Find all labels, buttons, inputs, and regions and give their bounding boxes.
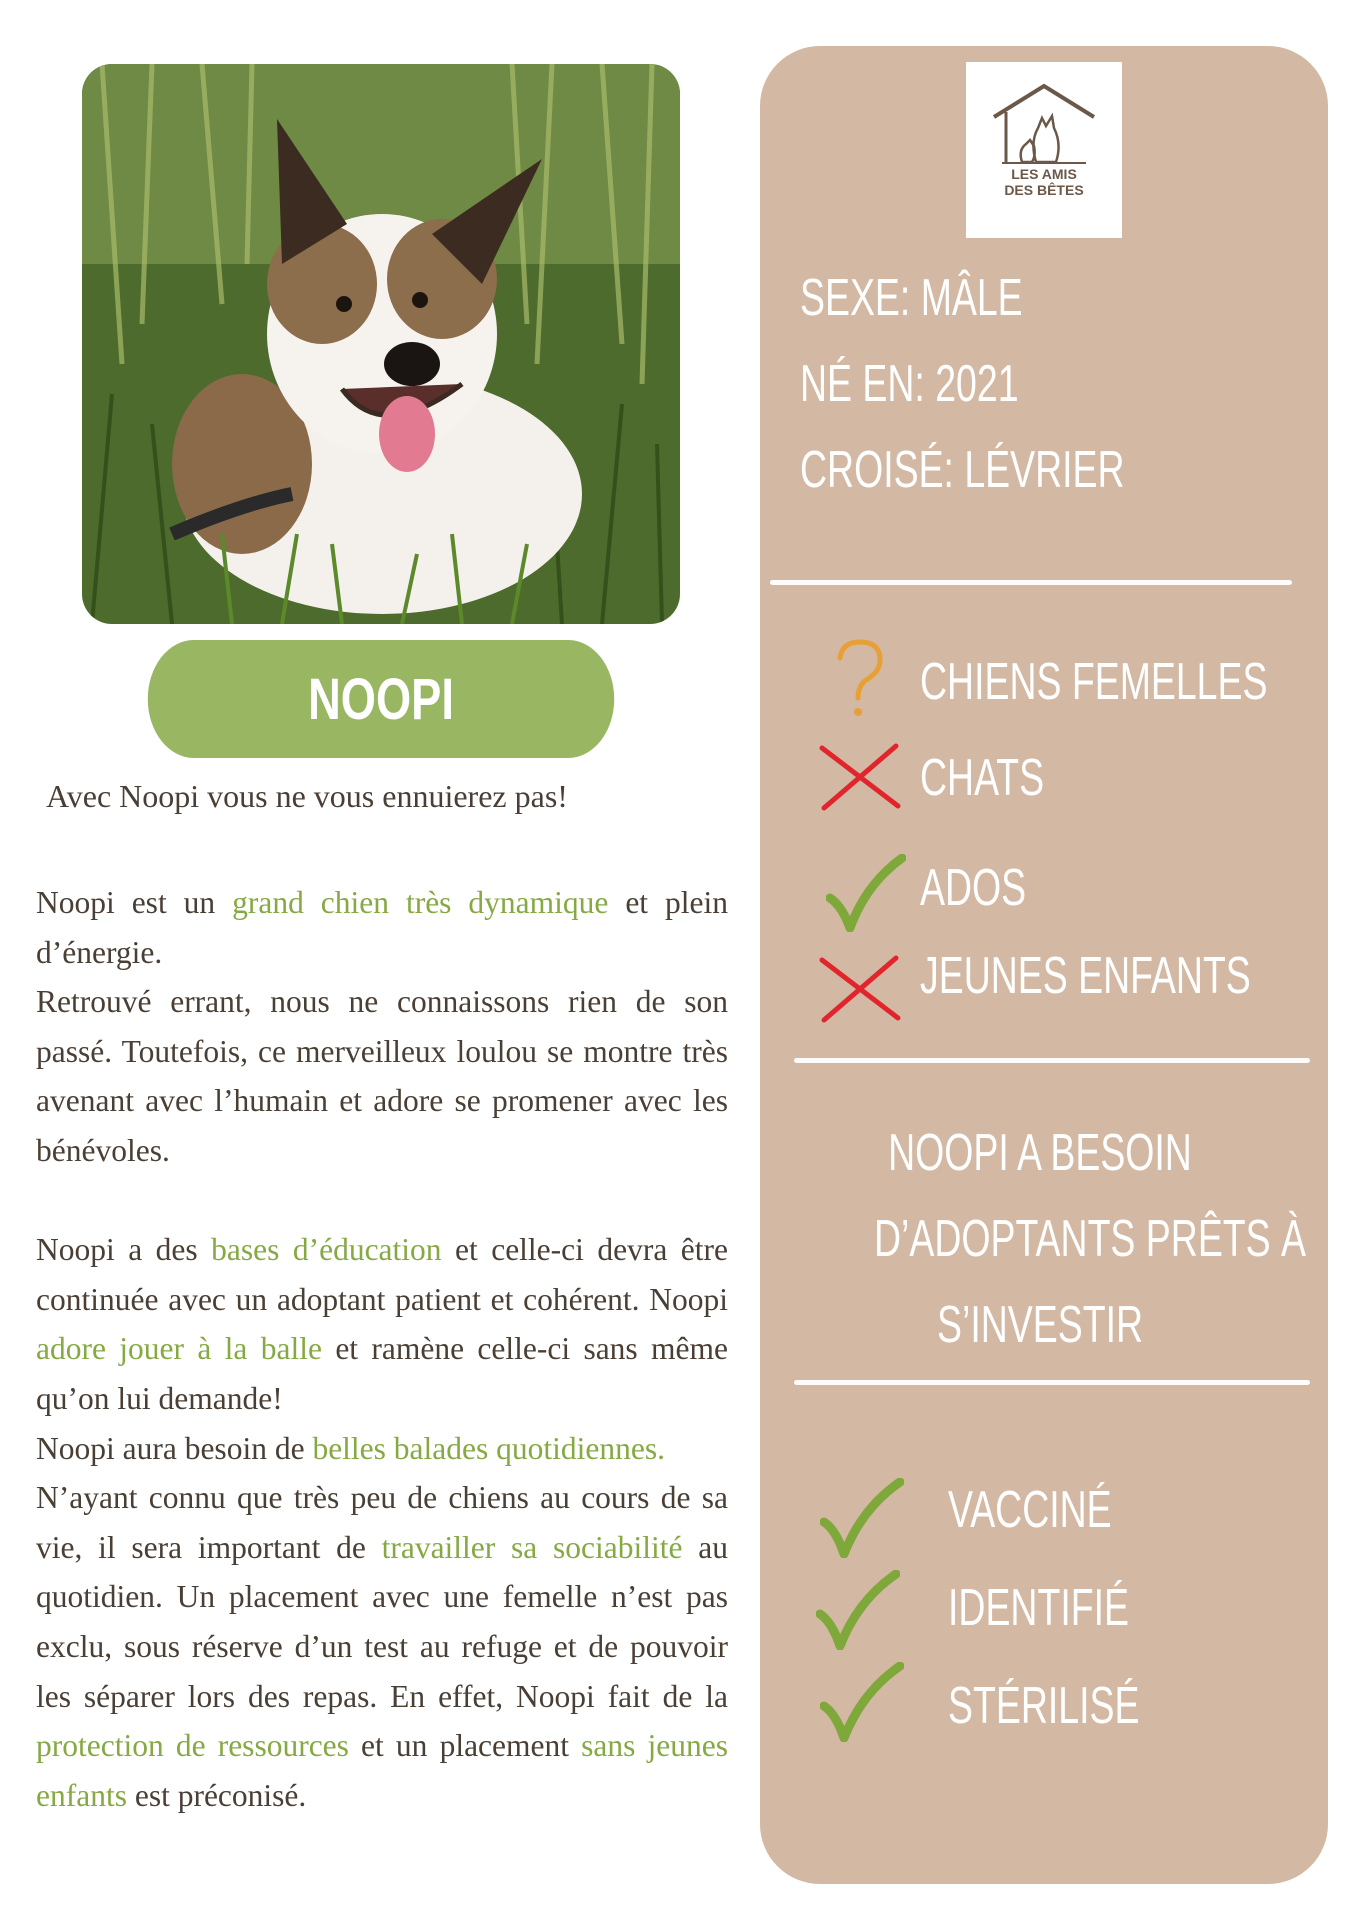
compat-teens: ADOS: [920, 859, 1027, 917]
logo-text: LES AMIS DES BÊTES: [1004, 166, 1084, 198]
cross-icon: [818, 954, 902, 1024]
cross-icon: [818, 742, 902, 812]
description-paragraph: Noopi a des bases d’éducation et celle-ci devra être continuée avec un adoptant patient et cohérent. Noopi adore jouer à la balle et ramène celle-ci sans même qu’on lui demande!: [36, 1232, 728, 1416]
tagline: Avec Noopi vous ne vous ennuierez pas!: [46, 778, 568, 814]
adopter-need-message: NOOPI A BESOIN D’ADOPTANTS PRÊTS À S’INVESTIR: [874, 1124, 1307, 1354]
divider: [794, 1380, 1310, 1385]
breed-info: CROISÉ: LÉVRIER: [800, 441, 1125, 499]
dog-photo: [82, 64, 680, 624]
check-icon: [816, 1570, 900, 1650]
status-vaccinated: VACCINÉ: [948, 1481, 1112, 1539]
check-icon: [820, 1662, 904, 1742]
description-paragraph: Noopi est un grand chien très dynamique et plein d’énergie.: [36, 885, 728, 970]
pet-name-banner: NOOPI: [148, 640, 614, 758]
question-icon: [832, 638, 888, 720]
description-paragraph: Retrouvé errant, nous ne connaissons rien de son passé. Toutefois, ce merveilleux loulou se montre très avenant avec l’humain et adore se promener avec les bénévoles.: [36, 984, 728, 1168]
status-identified: IDENTIFIÉ: [948, 1579, 1129, 1637]
shelter-logo: [966, 62, 1122, 238]
dog-illustration: [82, 64, 680, 624]
divider: [794, 1058, 1310, 1063]
check-icon: [826, 854, 906, 932]
compat-female-dogs: CHIENS FEMELLES: [920, 653, 1268, 711]
compat-cats: CHATS: [920, 749, 1045, 807]
divider: [770, 580, 1292, 585]
description-paragraph: N’ayant connu que très peu de chiens au cours de sa vie, il sera important de travailler sa sociabilité au quotidien. Un placement avec une femelle n’est pas exclu, sous réserve d’un test au refuge et de pouvoir les séparer lors des repas. En effet, Noopi fait de la protection de ressources et un placement sans jeunes enfants est préconisé.: [36, 1480, 728, 1813]
house-cat-dog-icon: [966, 62, 1122, 172]
compat-young-children: JEUNES ENFANTS: [920, 947, 1251, 1005]
status-sterilized: STÉRILISÉ: [948, 1677, 1140, 1735]
sex-info: SEXE: MÂLE: [800, 269, 1023, 327]
birth-year-info: NÉ EN: 2021: [800, 355, 1019, 413]
check-icon: [820, 1478, 904, 1558]
description: [36, 878, 728, 1820]
description-paragraph: Noopi aura besoin de belles balades quotidiennes.: [36, 1430, 665, 1466]
